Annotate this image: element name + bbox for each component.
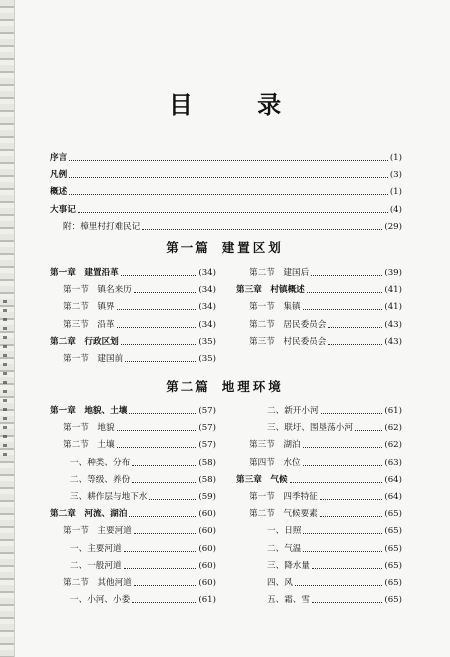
- toc-entry: [50, 299, 216, 316]
- toc-entry: [50, 167, 402, 184]
- toc-leader-dots: [129, 516, 196, 517]
- toc-entry-page: (34): [198, 319, 216, 330]
- toc-leader-dots: [134, 292, 197, 293]
- toc-entry-label: 一、主要河道: [70, 543, 122, 554]
- toc-entry-page: (57): [198, 423, 216, 434]
- toc-leader-dots: [134, 533, 197, 534]
- toc-entry-label: 第二节 土壤: [63, 440, 115, 451]
- toc-entry: [236, 558, 402, 575]
- toc-entry: [50, 558, 216, 575]
- toc-entry-label: 第一节 主要河道: [63, 526, 132, 537]
- toc-entry-page: (65): [384, 577, 402, 588]
- toc-entry-label: 大事记: [50, 204, 76, 215]
- toc-entry-label: 第三章 气候: [236, 474, 288, 485]
- toc-entry-label: 第三节 沿革: [63, 319, 115, 330]
- toc-entry-label: 二、气温: [267, 543, 302, 554]
- toc-entry-label: 第二章 行政区划: [50, 336, 119, 347]
- toc-entry: [236, 420, 402, 437]
- toc-leader-dots: [295, 585, 383, 586]
- toc-entry: [50, 317, 216, 334]
- toc-leader-dots: [69, 177, 388, 178]
- toc-leader-dots: [307, 292, 383, 293]
- toc-leader-dots: [132, 602, 196, 603]
- toc-entry-label: 第一章 建置沿革: [50, 268, 119, 278]
- page-title: 目 录: [168, 90, 310, 119]
- toc-entry: [50, 184, 402, 201]
- toc-entry-page: (57): [198, 406, 216, 416]
- toc-entry: [50, 351, 216, 368]
- toc-entry-page: (57): [198, 440, 216, 451]
- toc-leader-dots: [117, 430, 197, 431]
- part1-right-column: [236, 265, 402, 351]
- toc-entry: [50, 523, 216, 540]
- toc-entry: [50, 541, 216, 558]
- toc-entry: [236, 523, 402, 540]
- toc-entry-label: 第四节 水位: [249, 457, 301, 468]
- toc-entry-page: (3): [389, 170, 402, 181]
- toc-leader-dots: [121, 344, 197, 345]
- toc-entry: [236, 506, 402, 523]
- toc-entry-page: (64): [384, 474, 402, 485]
- toc-entry: [50, 202, 402, 219]
- toc-entry-label: 第一节 镇名来历: [63, 285, 132, 296]
- toc-entry-label: 第三节 湖泊: [249, 440, 301, 451]
- toc-entry: [50, 472, 216, 489]
- toc-entry: [236, 541, 402, 558]
- toc-leader-dots: [132, 482, 196, 483]
- toc-entry-label: 第一节 地貌: [63, 423, 115, 434]
- toc-leader-dots: [117, 309, 197, 310]
- toc-leader-dots: [312, 602, 382, 603]
- front-matter-list: [50, 150, 402, 236]
- part1-left-column: [50, 265, 216, 368]
- toc-entry-label: 第二节 其他河道: [63, 577, 132, 588]
- toc-entry-label: 一、种类、分布: [70, 457, 131, 468]
- toc-leader-dots: [303, 551, 382, 552]
- toc-entry: [50, 575, 216, 592]
- toc-entry-label: 三、耕作层与地下水: [70, 491, 148, 502]
- toc-entry: [236, 437, 402, 454]
- toc-leader-dots: [321, 413, 383, 414]
- toc-entry: [50, 265, 216, 282]
- toc-entry-page: (61): [198, 595, 216, 606]
- part2-name: 地理环境: [221, 379, 284, 394]
- toc-entry-page: (62): [384, 440, 402, 451]
- toc-entry-label: 二、新开小河: [267, 406, 319, 416]
- toc-entry-label: 第二章 河流、湖泊: [50, 509, 128, 520]
- toc-entry-page: (65): [384, 543, 402, 554]
- toc-entry: [50, 455, 216, 472]
- toc-entry-page: (58): [198, 457, 216, 468]
- part1-heading: [0, 238, 450, 256]
- part1-number: 第一篇: [166, 240, 210, 255]
- toc-entry-page: (60): [198, 526, 216, 537]
- toc-entry-label: 第二节 居民委员会: [249, 319, 327, 330]
- toc-entry: [50, 282, 216, 299]
- toc-leader-dots: [303, 447, 383, 448]
- toc-entry: [50, 592, 216, 609]
- toc-entry-label: 第二节 建国后: [249, 268, 310, 278]
- toc-leader-dots: [117, 327, 197, 328]
- toc-entry: [50, 437, 216, 454]
- toc-leader-dots: [117, 447, 197, 448]
- toc-entry: [50, 334, 216, 351]
- toc-entry-page: (43): [384, 319, 402, 330]
- toc-entry-label: 附：樟里村打难民记: [63, 221, 141, 232]
- toc-entry-page: (60): [198, 577, 216, 588]
- toc-entry-label: 第一章 地貌、土壤: [50, 406, 128, 416]
- toc-entry: [236, 334, 402, 351]
- toc-leader-dots: [311, 275, 382, 276]
- toc-entry-label: 第一节 集镇: [249, 302, 301, 313]
- toc-entry-label: 第二节 镇界: [63, 302, 115, 313]
- toc-entry-page: (35): [198, 353, 216, 364]
- toc-entry-page: (1): [389, 153, 402, 163]
- toc-entry-label: 第二节 气候要素: [249, 509, 318, 520]
- toc-leader-dots: [129, 413, 196, 414]
- toc-entry-label: 序言: [50, 153, 68, 163]
- part2-number: 第二篇: [166, 379, 210, 394]
- toc-entry: [236, 282, 402, 299]
- toc-entry-page: (60): [198, 543, 216, 554]
- toc-entry-page: (65): [384, 595, 402, 606]
- toc-leader-dots: [312, 568, 382, 569]
- toc-entry-page: (60): [198, 560, 216, 571]
- toc-entry-label: 五、霜、雪: [267, 595, 310, 606]
- toc-entry: [50, 150, 402, 167]
- toc-entry: [50, 403, 216, 420]
- toc-entry-page: (59): [198, 491, 216, 502]
- toc-entry-page: (58): [198, 474, 216, 485]
- toc-leader-dots: [320, 516, 383, 517]
- toc-leader-dots: [290, 482, 383, 483]
- toc-entry-page: (34): [198, 268, 216, 278]
- toc-entry-page: (34): [198, 285, 216, 296]
- toc-entry-label: 一、小河、小娄: [70, 595, 131, 606]
- toc-entry-page: (39): [384, 268, 402, 278]
- toc-entry-page: (43): [384, 336, 402, 347]
- toc-entry-page: (65): [384, 560, 402, 571]
- toc-entry-page: (65): [384, 509, 402, 520]
- toc-entry: [236, 455, 402, 472]
- toc-leader-dots: [132, 465, 196, 466]
- toc-entry-label: 二、一般河道: [70, 560, 122, 571]
- toc-entry-label: 四、风: [267, 577, 293, 588]
- toc-entry: [236, 592, 402, 609]
- toc-leader-dots: [142, 229, 382, 230]
- toc-entry-page: (29): [384, 221, 402, 232]
- toc-entry-label: 三、联圩、围垦荡小河: [267, 423, 353, 434]
- toc-entry-page: (61): [384, 406, 402, 416]
- toc-leader-dots: [328, 344, 382, 345]
- toc-entry: [236, 403, 402, 420]
- toc-entry: [236, 472, 402, 489]
- toc-entry-label: 凡例: [50, 170, 68, 181]
- toc-entry-page: (41): [384, 285, 402, 296]
- toc-entry-label: 概述: [50, 187, 68, 198]
- toc-entry: [50, 420, 216, 437]
- toc-leader-dots: [303, 309, 383, 310]
- toc-leader-dots: [355, 430, 382, 431]
- toc-leader-dots: [78, 212, 388, 213]
- toc-entry: [50, 219, 402, 236]
- toc-entry: [236, 489, 402, 506]
- toc-leader-dots: [149, 499, 196, 500]
- part1-name: 建置区划: [221, 240, 284, 255]
- toc-entry-page: (64): [384, 491, 402, 502]
- toc-entry-label: 一、日照: [267, 526, 302, 537]
- toc-entry: [236, 265, 402, 282]
- toc-leader-dots: [303, 465, 383, 466]
- toc-entry-label: 第一节 四季特征: [249, 491, 318, 502]
- toc-leader-dots: [125, 361, 196, 362]
- toc-entry-label: 第一节 建国前: [63, 353, 124, 364]
- toc-entry-label: 二、等级、养份: [70, 474, 131, 485]
- toc-entry-page: (62): [384, 423, 402, 434]
- toc-entry-label: 三、降水量: [267, 560, 310, 571]
- toc-leader-dots: [320, 499, 383, 500]
- part2-heading: [0, 377, 450, 395]
- toc-leader-dots: [69, 194, 388, 195]
- toc-entry-page: (35): [198, 336, 216, 347]
- part2-right-column: [236, 403, 402, 609]
- toc-entry-label: 第三节 村民委员会: [249, 336, 327, 347]
- toc-entry-page: (65): [384, 526, 402, 537]
- toc-entry: [236, 299, 402, 316]
- toc-entry-page: (41): [384, 302, 402, 313]
- toc-entry-page: (4): [389, 204, 402, 215]
- toc-entry-page: (63): [384, 457, 402, 468]
- toc-entry-page: (34): [198, 302, 216, 313]
- toc-entry-page: (1): [389, 187, 402, 198]
- toc-entry: [50, 489, 216, 506]
- toc-leader-dots: [303, 533, 382, 534]
- toc-leader-dots: [69, 160, 388, 161]
- part2-left-column: [50, 403, 216, 609]
- toc-entry-label: 第三章 村镇概述: [236, 285, 305, 296]
- toc-entry: [236, 317, 402, 334]
- toc-leader-dots: [124, 551, 197, 552]
- toc-leader-dots: [328, 327, 382, 328]
- toc-leader-dots: [134, 585, 197, 586]
- toc-leader-dots: [121, 275, 197, 276]
- toc-leader-dots: [124, 568, 197, 569]
- toc-entry: [50, 506, 216, 523]
- toc-entry: [236, 575, 402, 592]
- toc-entry-page: (60): [198, 509, 216, 520]
